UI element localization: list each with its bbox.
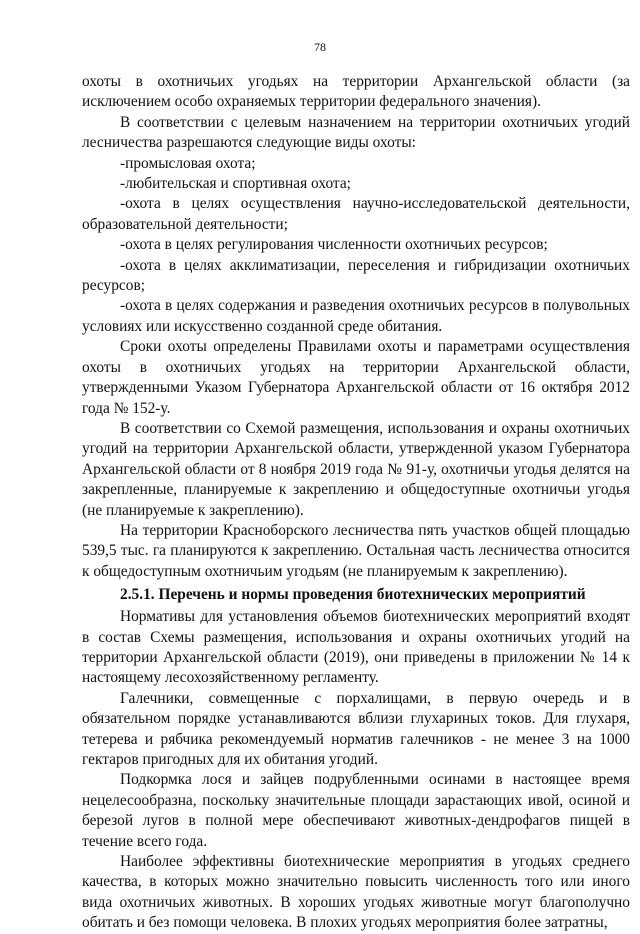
paragraph: В соответствии со Схемой размещения, использования и охраны охотничьих угодий на территории Архангельской области, утвержденной указом Губернатора Архангельской области от 8 ноября 2019 года № 91-у, охотничьи угодья делятся на закрепленные, планируемые к закреплению и общедоступные охотничьи угодья (не планируемые к закреплению). [82, 419, 630, 519]
paragraph: Сроки охоты определены Правилами охоты и параметрами осуществления охоты в охотничьих угодьях на территории Архангельской области, утвержденными Указом Губернатора Архангельской области от 16 октября 2012 года № 152-у. [82, 338, 630, 417]
paragraph: На территории Красноборского лесничества пять участков общей площадью 539,5 тыс. га планируются к закреплению. Остальная часть лесничества относится к общедоступным охотничьим угодьям (не планируемым к закреплению). [82, 521, 630, 580]
document-body [82, 72, 630, 934]
list-item: -промысловая охота; [120, 154, 256, 172]
section-heading: 2.5.1. Перечень и нормы проведения биотехнических мероприятий [120, 586, 586, 604]
paragraph: охоты в охотничьих угодьях на территории Архангельской области (за исключением особо охраняемых территории федерального значения). [82, 73, 630, 111]
paragraph: Галечники, совмещенные с порхалищами, в первую очередь и в обязательном порядке устанавливаются вблизи глухариных токов. Для глухаря, тетерева и рябчика рекомендуемый норматив галечников - не менее 3 на 1000 гектаров пригодных для их обитания угодий. [82, 689, 630, 768]
list-item: -охота в целях осуществления научно-исследовательской деятельности, образовательной деятельности; [82, 195, 630, 233]
list-item: -охота в целях регулирования численности охотничьих ресурсов; [120, 236, 548, 254]
page-number: 78 [314, 40, 326, 54]
list-item: -охота в целях акклиматизации, переселения и гибридизации охотничьих ресурсов; [82, 256, 630, 295]
paragraph: Нормативы для установления объемов биотехнических мероприятий входят в состав Схемы размещения, использования и охраны охотничьих угодий на территории Архангельской области (2019), они приведены в приложении № 14 к настоящему лесохозяйственному регламенту. [82, 608, 630, 687]
list-item: -охота в целях содержания и разведения охотничьих ресурсов в полувольных условиях или искусственно созданной среде обитания. [82, 297, 630, 335]
paragraph: В соответствии с целевым назначением на территории охотничьих угодий лесничества разрешаются следующие виды охоты: [82, 113, 630, 152]
paragraph: Подкормка лося и зайцев подрубленными осинами в настоящее время нецелесообразна, поскольку значительные площади зарастающих ивой, осиной и березой лугов в полной мере обеспечивают животных-дендрофагов пищей в течение всего года. [82, 771, 630, 850]
paragraph: Наиболее эффективны биотехнические мероприятия в угодьях среднего качества, в которых можно значительно повысить численность того или иного вида охотничьих животных. В хороших угодьях животные могут благополучно обитать и без помощи человека. В плохих угодьях мероприятия более затратны, [82, 853, 630, 932]
list-item: -любительская и спортивная охота; [120, 175, 351, 193]
